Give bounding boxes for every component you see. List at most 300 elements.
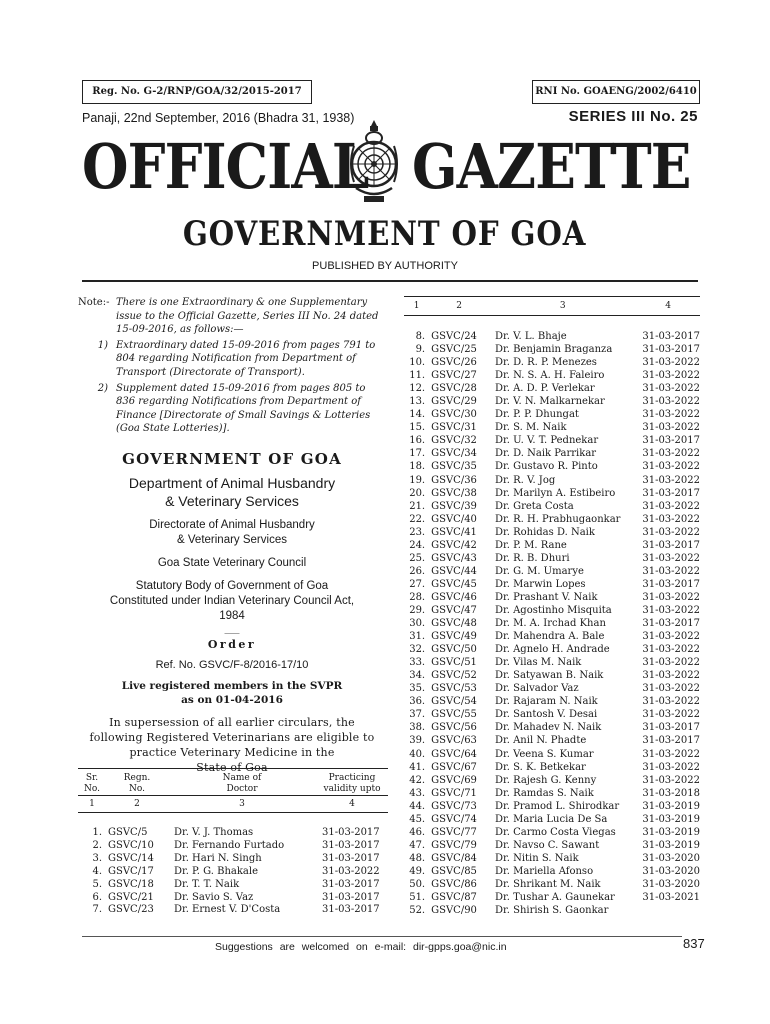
row-regn-no: GSVC/74 <box>431 813 477 825</box>
column-number: 2 <box>429 297 489 316</box>
table-row <box>404 421 700 434</box>
description-line: practice Veterinary Medicine in the <box>129 745 335 759</box>
row-sr-no: 32. <box>409 644 426 656</box>
row-regn-no: GSVC/45 <box>431 578 477 590</box>
row-regn-no: GSVC/55 <box>431 709 477 721</box>
order-reference: Ref. No. GSVC/F-8/2016-17/10 <box>155 658 309 671</box>
row-validity: 31-03-2022 <box>642 526 700 538</box>
table-row <box>404 656 700 669</box>
table-row <box>404 552 700 565</box>
row-sr-no: 24. <box>409 539 426 551</box>
row-regn-no: GSVC/87 <box>431 892 477 904</box>
note-item <box>78 382 386 436</box>
order-title: Order <box>207 637 257 651</box>
row-sr-no: 36. <box>409 696 426 708</box>
row-sr-no: 15. <box>409 422 426 434</box>
note-item-text: Supplement dated 15-09-2016 from pages 805 to 836 regarding Notifications from Department of Finance [Directorate of Small Savings & Lotteries (Goa State Lotteries)]. <box>116 382 371 435</box>
section-separator: ___ <box>224 622 240 634</box>
row-doctor-name: Dr. Marwin Lopes <box>495 578 586 590</box>
issue-dateline: Panaji, 22nd September, 2016 (Bhadra 31, 1938) <box>82 111 355 125</box>
description-line: State of Goa <box>196 760 268 774</box>
row-validity: 31-03-2017 <box>322 891 380 903</box>
row-doctor-name: Dr. Vilas M. Naik <box>495 657 582 669</box>
row-sr-no: 43. <box>409 787 426 799</box>
row-sr-no: 35. <box>409 683 426 695</box>
table-row <box>404 761 700 774</box>
row-validity: 31-03-2022 <box>642 448 700 460</box>
row-doctor-name: Dr. T. T. Naik <box>174 878 240 890</box>
description-line: In supersession of all earlier circulars, the <box>109 715 355 729</box>
row-validity: 31-03-2017 <box>322 839 380 851</box>
row-sr-no: 40. <box>409 748 426 760</box>
row-sr-no: 12. <box>409 383 426 395</box>
note-item <box>78 339 386 380</box>
gazette-title-official: OFFICIAL <box>82 130 369 203</box>
row-validity: 31-03-2022 <box>642 565 700 577</box>
note-intro <box>78 296 386 337</box>
row-regn-no: GSVC/38 <box>431 487 477 499</box>
row-validity: 31-03-2022 <box>322 865 380 877</box>
row-sr-no: 22. <box>409 513 426 525</box>
row-regn-no: GSVC/30 <box>431 409 477 421</box>
table-row <box>404 813 700 826</box>
row-doctor-name: Dr. D. R. P. Menezes <box>495 357 597 369</box>
column-number: 3 <box>168 796 316 813</box>
row-validity: 31-03-2022 <box>642 631 700 643</box>
table-row <box>404 800 700 813</box>
table-row <box>404 395 700 408</box>
table-row <box>404 734 700 747</box>
row-regn-no: GSVC/41 <box>431 526 477 538</box>
row-doctor-name: Dr. Nitin S. Naik <box>495 852 579 864</box>
row-sr-no: 14. <box>409 409 426 421</box>
department-line: Department of Animal Husbandry <box>128 474 336 491</box>
row-doctor-name: Dr. Mahadev N. Naik <box>495 722 602 734</box>
rni-number-box: RNI No. GOAENG/2002/6410 <box>532 80 700 104</box>
row-validity: 31-03-2017 <box>642 735 700 747</box>
row-regn-no: GSVC/50 <box>431 644 477 656</box>
row-regn-no: GSVC/14 <box>108 852 154 864</box>
row-regn-no: GSVC/43 <box>431 552 477 564</box>
table-row <box>404 839 700 852</box>
table-row <box>78 879 388 892</box>
table-row <box>78 892 388 905</box>
row-doctor-name: Dr. Salvador Vaz <box>495 683 579 695</box>
row-validity: 31-03-2017 <box>322 904 380 916</box>
table-row <box>404 474 700 487</box>
row-doctor-name: Dr. A. D. P. Verlekar <box>495 383 595 395</box>
row-validity: 31-03-2022 <box>642 500 700 512</box>
row-doctor-name: Dr. Shrikant M. Naik <box>495 878 601 890</box>
table-row <box>404 604 700 617</box>
row-doctor-name: Dr. Navso C. Sawant <box>495 839 600 851</box>
row-validity: 31-03-2020 <box>642 852 700 864</box>
row-validity: 31-03-2019 <box>642 826 700 838</box>
header-text: validity upto <box>323 784 381 794</box>
row-regn-no: GSVC/17 <box>108 865 154 877</box>
row-regn-no: GSVC/71 <box>431 787 477 799</box>
table-row <box>404 643 700 656</box>
note-item-number: 2) <box>97 382 108 394</box>
header-text: Practicing <box>328 773 376 783</box>
header-text: Regn. <box>123 773 151 783</box>
veterinarians-table-right <box>404 296 700 917</box>
table-row <box>404 721 700 734</box>
row-regn-no: GSVC/77 <box>431 826 477 838</box>
table-row <box>404 578 700 591</box>
row-validity: 31-03-2022 <box>642 513 700 525</box>
row-doctor-name: Dr. P. M. Rane <box>495 539 567 551</box>
row-sr-no: 10. <box>409 357 426 369</box>
row-doctor-name: Dr. Carmo Costa Viegas <box>495 826 616 838</box>
row-validity: 31-03-2022 <box>642 552 700 564</box>
row-regn-no: GSVC/24 <box>431 331 477 342</box>
row-regn-no: GSVC/49 <box>431 631 477 643</box>
row-regn-no: GSVC/5 <box>108 827 148 838</box>
row-regn-no: GSVC/85 <box>431 865 477 877</box>
row-sr-no: 33. <box>409 657 426 669</box>
row-regn-no: GSVC/35 <box>431 461 477 473</box>
row-sr-no: 48. <box>409 852 426 864</box>
column-number: 3 <box>489 297 636 316</box>
table-row <box>404 774 700 787</box>
gazette-title-gazette: GAZETTE <box>412 130 691 203</box>
live-members-line: Live registered members in the SVPR <box>121 679 343 692</box>
row-sr-no: 52. <box>409 905 426 917</box>
table-row <box>404 343 700 356</box>
row-doctor-name: Dr. Greta Costa <box>495 500 574 512</box>
department-line: & Veterinary Services <box>165 492 299 509</box>
row-sr-no: 9. <box>415 344 426 356</box>
table-row <box>404 382 700 395</box>
statutory-line: Constituted under Indian Veterinary Council Act, <box>109 594 355 607</box>
row-sr-no: 19. <box>409 474 426 486</box>
row-regn-no: GSVC/32 <box>431 435 477 447</box>
row-regn-no: GSVC/69 <box>431 774 477 786</box>
row-sr-no: 7. <box>92 904 102 916</box>
row-validity: 31-03-2017 <box>322 827 380 838</box>
row-doctor-name: Dr. V. J. Thomas <box>174 827 254 838</box>
table-row <box>404 669 700 682</box>
row-doctor-name: Dr. Ramdas S. Naik <box>495 787 594 799</box>
table-row <box>404 708 700 721</box>
row-validity: 31-03-2017 <box>642 578 700 590</box>
row-sr-no: 46. <box>409 826 426 838</box>
row-sr-no: 5. <box>92 878 102 890</box>
row-sr-no: 51. <box>409 892 426 904</box>
table-row <box>404 878 700 891</box>
row-doctor-name: Dr. Benjamin Braganza <box>495 344 613 356</box>
table-row <box>404 513 700 526</box>
column-number: 1 <box>404 297 429 316</box>
table-row <box>404 447 700 460</box>
directorate-line: & Veterinary Services <box>177 533 287 546</box>
column-number-row <box>78 796 388 813</box>
table-row <box>78 853 388 866</box>
table-row <box>404 565 700 578</box>
row-regn-no: GSVC/56 <box>431 722 477 734</box>
row-regn-no: GSVC/10 <box>108 839 154 851</box>
row-validity: 31-03-2017 <box>642 331 700 342</box>
page-number: 837 <box>683 936 705 951</box>
live-members-heading <box>78 679 386 707</box>
table-row <box>404 591 700 604</box>
table-row <box>404 682 700 695</box>
row-validity: 31-03-2022 <box>642 409 700 421</box>
note-label: Note:- <box>78 297 110 308</box>
table-row <box>404 408 700 421</box>
row-validity: 31-03-2022 <box>642 774 700 786</box>
row-regn-no: GSVC/27 <box>431 370 477 382</box>
table-row <box>404 316 700 344</box>
row-doctor-name: Dr. G. M. Umarye <box>495 565 584 577</box>
table-row <box>78 904 388 917</box>
row-sr-no: 45. <box>409 813 426 825</box>
table-header-row <box>78 769 388 796</box>
row-validity: 31-03-2022 <box>642 383 700 395</box>
row-validity: 31-03-2022 <box>642 604 700 616</box>
header-regn-no <box>106 769 168 796</box>
footer-suggestions: Suggestions are welcomed on e-mail: dir-gpps.goa@nic.in <box>215 941 507 953</box>
row-validity: 31-03-2021 <box>642 892 700 904</box>
row-regn-no: GSVC/39 <box>431 500 477 512</box>
row-regn-no: GSVC/36 <box>431 474 477 486</box>
row-doctor-name: Dr. Fernando Furtado <box>174 839 285 851</box>
row-sr-no: 8. <box>415 331 426 342</box>
row-sr-no: 3. <box>92 852 102 864</box>
table-row <box>404 630 700 643</box>
registration-number-box: Reg. No. G-2/RNP/GOA/32/2015-2017 <box>82 80 312 104</box>
row-validity: 31-03-2017 <box>322 878 380 890</box>
row-sr-no: 50. <box>409 878 426 890</box>
row-doctor-name: Dr. Agostinho Misquita <box>495 604 612 616</box>
row-validity: 31-03-2017 <box>642 618 700 630</box>
table-row <box>404 852 700 865</box>
table-row <box>404 617 700 630</box>
row-validity <box>636 904 700 917</box>
row-sr-no: 18. <box>409 461 426 473</box>
column-number-row <box>404 297 700 316</box>
row-sr-no: 25. <box>409 552 426 564</box>
row-validity: 31-03-2022 <box>642 644 700 656</box>
row-doctor-name: Dr. Agnelo H. Andrade <box>495 644 610 656</box>
row-sr-no: 44. <box>409 800 426 812</box>
footer-divider <box>82 936 682 937</box>
row-doctor-name: Dr. Pramod L. Shirodkar <box>495 800 620 812</box>
row-sr-no: 49. <box>409 865 426 877</box>
row-sr-no: 20. <box>409 487 426 499</box>
table-row <box>404 356 700 369</box>
row-sr-no: 21. <box>409 500 426 512</box>
row-validity: 31-03-2020 <box>642 878 700 890</box>
column-number: 4 <box>636 297 700 316</box>
row-validity: 31-03-2020 <box>642 865 700 877</box>
row-regn-no: GSVC/52 <box>431 670 477 682</box>
row-sr-no: 39. <box>409 735 426 747</box>
row-validity: 31-03-2022 <box>642 474 700 486</box>
row-doctor-name: Dr. R. V. Jog <box>495 474 556 486</box>
row-doctor-name: Dr. P. P. Dhungat <box>495 409 579 421</box>
row-doctor-name: Dr. S. M. Naik <box>495 422 567 434</box>
row-regn-no: GSVC/48 <box>431 618 477 630</box>
directorate-line: Directorate of Animal Husbandry <box>149 518 315 531</box>
row-validity: 31-03-2019 <box>642 839 700 851</box>
row-validity: 31-03-2022 <box>642 370 700 382</box>
row-sr-no: 34. <box>409 670 426 682</box>
row-regn-no: GSVC/21 <box>108 891 154 903</box>
header-text: Name of <box>222 773 262 783</box>
row-validity: 31-03-2019 <box>642 800 700 812</box>
column-number: 4 <box>316 796 388 813</box>
row-validity: 31-03-2022 <box>642 422 700 434</box>
table-row <box>78 840 388 853</box>
row-doctor-name: Dr. S. K. Betkekar <box>495 761 586 773</box>
row-validity: 31-03-2018 <box>642 787 700 799</box>
row-validity: 31-03-2019 <box>642 813 700 825</box>
row-sr-no: 42. <box>409 774 426 786</box>
row-doctor-name: Dr. Prashant V. Naik <box>495 591 598 603</box>
row-validity: 31-03-2017 <box>642 435 700 447</box>
row-validity: 31-03-2022 <box>642 670 700 682</box>
row-doctor-name: Dr. V. L. Bhaje <box>495 331 567 342</box>
row-regn-no: GSVC/34 <box>431 448 477 460</box>
row-regn-no: GSVC/25 <box>431 344 477 356</box>
note-item-text: Extraordinary dated 15-09-2016 from pages 791 to 804 regarding Notification from Department of Transport (Directorate of Transport). <box>116 339 376 378</box>
row-doctor-name: Dr. Rajaram N. Naik <box>495 696 598 708</box>
row-sr-no: 23. <box>409 526 426 538</box>
row-validity: 31-03-2022 <box>642 396 700 408</box>
table-row <box>78 866 388 879</box>
table-row <box>404 369 700 382</box>
row-doctor-name: Dr. Tushar A. Gaunekar <box>495 892 615 904</box>
row-regn-no: GSVC/86 <box>431 878 477 890</box>
table-row <box>404 487 700 500</box>
row-doctor-name: Dr. Mahendra A. Bale <box>495 631 605 643</box>
row-validity: 31-03-2017 <box>642 722 700 734</box>
left-column <box>78 296 386 775</box>
row-validity: 31-03-2022 <box>642 357 700 369</box>
row-regn-no: GSVC/51 <box>431 657 477 669</box>
row-validity: 31-03-2017 <box>642 539 700 551</box>
row-sr-no: 4. <box>92 865 102 877</box>
row-regn-no: GSVC/63 <box>431 735 477 747</box>
row-regn-no: GSVC/42 <box>431 539 477 551</box>
row-sr-no: 29. <box>409 604 426 616</box>
row-doctor-name: Dr. U. V. T. Pednekar <box>495 435 599 447</box>
table-row <box>404 539 700 552</box>
government-heading <box>0 212 770 256</box>
order-government-heading: GOVERNMENT OF GOA <box>122 449 342 468</box>
row-sr-no: 26. <box>409 565 426 577</box>
note-intro-text: There is one Extraordinary & one Supplementary issue to the Official Gazette, Series III No. 24 dated 15-09-2016, as follows:— <box>116 297 379 336</box>
row-sr-no: 17. <box>409 448 426 460</box>
department-name <box>78 474 386 510</box>
published-by-authority: PUBLISHED BY AUTHORITY <box>312 260 458 272</box>
row-doctor-name: Dr. Marilyn A. Estibeiro <box>495 487 616 499</box>
row-doctor-name: Dr. Ernest V. D'Costa <box>174 904 281 916</box>
row-sr-no: 38. <box>409 722 426 734</box>
table-row <box>404 826 700 839</box>
row-doctor-name: Dr. Hari N. Singh <box>174 852 262 864</box>
series-number: SERIES III No. 25 <box>568 108 698 125</box>
row-regn-no: GSVC/46 <box>431 591 477 603</box>
row-doctor-name: Dr. Rajesh G. Kenny <box>495 774 597 786</box>
header-validity <box>316 769 388 796</box>
note-item-number: 1) <box>97 339 108 351</box>
row-sr-no: 41. <box>409 761 426 773</box>
row-regn-no: GSVC/18 <box>108 878 154 890</box>
table-row <box>404 695 700 708</box>
row-validity: 31-03-2022 <box>642 748 700 760</box>
table-row <box>404 865 700 878</box>
government-heading-text: GOVERNMENT OF GOA <box>183 214 587 254</box>
column-number: 2 <box>106 796 168 813</box>
row-regn-no: GSVC/28 <box>431 383 477 395</box>
row-regn-no: GSVC/47 <box>431 604 477 616</box>
row-validity: 31-03-2022 <box>642 461 700 473</box>
header-sr-no <box>78 769 106 796</box>
row-doctor-name: Dr. Mariella Afonso <box>495 865 594 877</box>
description-line: following Registered Veterinarians are eligible to <box>89 730 375 744</box>
row-regn-no: GSVC/29 <box>431 396 477 408</box>
row-validity: 31-03-2022 <box>642 696 700 708</box>
table-body-left <box>78 813 388 918</box>
row-sr-no: 2. <box>92 839 102 851</box>
table-row <box>404 434 700 447</box>
table-row <box>404 787 700 800</box>
row-doctor-name: Dr. M. A. Irchad Khan <box>495 618 606 630</box>
table-row <box>404 748 700 761</box>
header-text: Doctor <box>226 784 258 794</box>
column-number: 1 <box>78 796 106 813</box>
row-sr-no: 37. <box>409 709 426 721</box>
row-doctor-name: Dr. V. N. Malkarnekar <box>495 396 605 408</box>
row-regn-no: GSVC/31 <box>431 422 477 434</box>
row-regn-no: GSVC/84 <box>431 852 477 864</box>
row-regn-no: GSVC/64 <box>431 748 477 760</box>
row-doctor-name: Dr. N. S. A. H. Faleiro <box>495 370 605 382</box>
row-regn-no: GSVC/73 <box>431 800 477 812</box>
table-row <box>404 891 700 904</box>
row-regn-no: GSVC/44 <box>431 565 477 577</box>
row-doctor-name: Dr. P. G. Bhakale <box>174 865 258 877</box>
row-sr-no: 16. <box>409 435 426 447</box>
row-doctor-name: Dr. Veena S. Kumar <box>495 748 594 760</box>
row-doctor-name: Dr. Rohidas D. Naik <box>495 526 595 538</box>
table-row <box>404 460 700 473</box>
row-doctor-name: Dr. Savio S. Vaz <box>174 891 254 903</box>
masthead-divider <box>82 280 698 282</box>
statutory-body <box>78 579 386 624</box>
council-name: Goa State Veterinary Council <box>157 556 307 569</box>
header-text: No. <box>129 784 145 794</box>
row-validity: 31-03-2017 <box>642 344 700 356</box>
row-regn-no: GSVC/40 <box>431 513 477 525</box>
row-regn-no: GSVC/53 <box>431 683 477 695</box>
header-text: Sr. <box>85 773 99 783</box>
row-doctor-name: Dr. Santosh V. Desai <box>495 709 598 721</box>
row-regn-no: GSVC/26 <box>431 357 477 369</box>
row-sr-no: 6. <box>92 891 102 903</box>
row-sr-no: 31. <box>409 631 426 643</box>
order-description <box>78 715 386 775</box>
row-doctor-name: Dr. Shirish S. Gaonkar <box>495 905 609 917</box>
row-doctor-name: Dr. R. H. Prabhugaonkar <box>495 513 621 525</box>
table-row <box>404 526 700 539</box>
row-validity: 31-03-2017 <box>642 487 700 499</box>
row-doctor-name: Dr. Anil N. Phadte <box>495 735 587 747</box>
row-sr-no: 47. <box>409 839 426 851</box>
